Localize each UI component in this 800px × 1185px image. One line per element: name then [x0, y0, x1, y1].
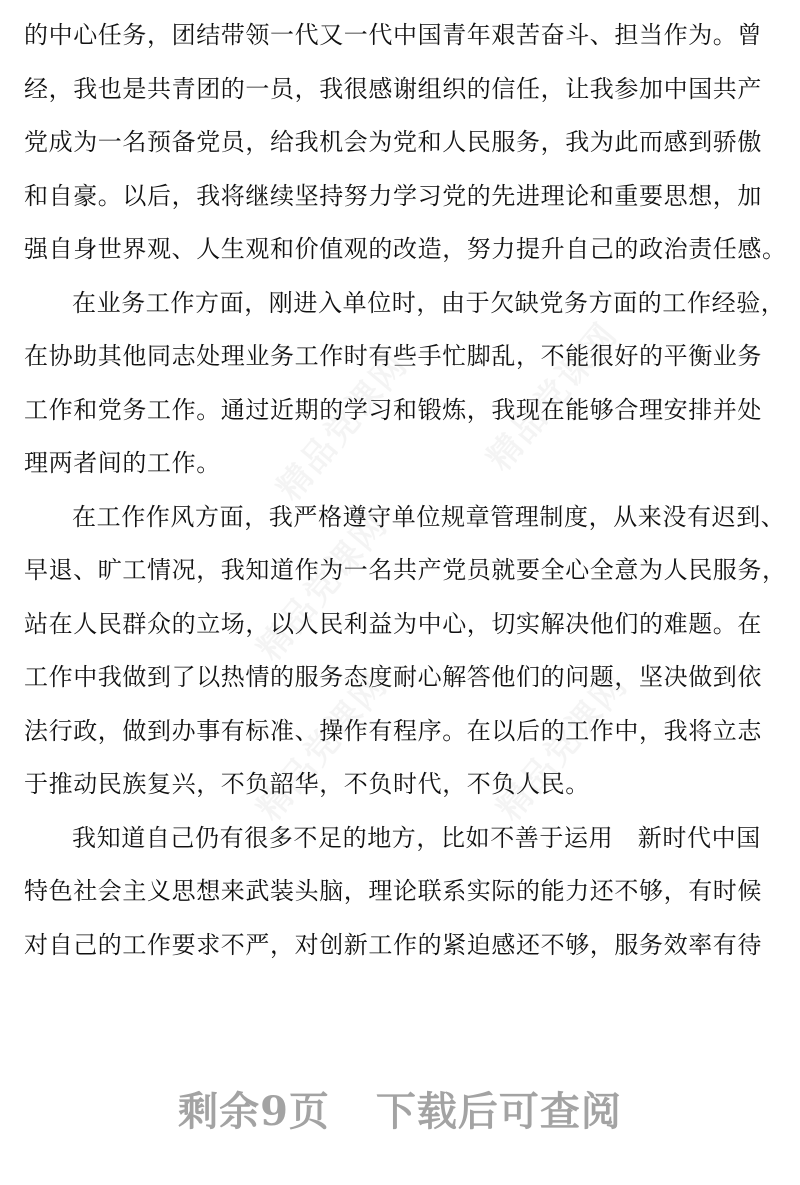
paragraph-line: 工作中我做到了以热情的服务态度耐心解答他们的问题，坚决做到依	[24, 663, 762, 691]
paragraph-line: 于推动民族复兴，不负韶华，不负时代，不负人民。	[24, 770, 590, 798]
paragraph-line: 早退、旷工情况，我知道作为一名共产党员就要全心全意为人民服务，	[24, 556, 787, 584]
download-to-view-label: 下载后可查阅	[375, 1088, 622, 1135]
paragraph-line: 在协助其他同志处理业务工作时有些手忙脚乱，不能很好的平衡业务	[24, 342, 762, 370]
download-prompt-banner[interactable]	[0, 1080, 800, 1137]
paragraph-line: 的中心任务，团结带领一代又一代中国青年艰苦奋斗、担当作为。曾	[24, 21, 762, 49]
paragraph-line: 在业务工作方面，刚进入单位时，由于欠缺党务方面的工作经验，	[72, 289, 786, 317]
paragraph-line: 法行政，做到办事有标准、操作有程序。在以后的工作中，我将立志	[24, 717, 762, 745]
paragraph-line: 强自身世界观、人生观和价值观的改造，努力提升自己的政治责任感。	[24, 235, 787, 263]
paragraph-line: 经，我也是共青团的一员，我很感谢组织的信任，让我参加中国共产	[24, 75, 762, 103]
paragraph-line: 理两者间的工作。	[24, 449, 221, 477]
paragraph-line: 特色社会主义思想来武装头脑，理论联系实际的能力还不够，有时候	[24, 877, 762, 905]
paragraph-line: 对自己的工作要求不严，对创新工作的紧迫感还不够，服务效率有待	[24, 931, 762, 959]
remaining-pages-label: 剩余9页	[178, 1088, 330, 1135]
paragraph-line: 党成为一名预备党员，给我机会为党和人民服务，我为此而感到骄傲	[24, 128, 762, 156]
paragraph-line: 站在人民群众的立场，以人民利益为中心，切实解决他们的难题。在	[24, 610, 762, 638]
paragraph-line: 我知道自己仍有很多不足的地方，比如不善于运用 新时代中国	[72, 824, 761, 852]
paragraph-line: 和自豪。以后，我将继续坚持努力学习党的先进理论和重要思想，加	[24, 182, 762, 210]
paragraph-line: 在工作作风方面，我严格遵守单位规章管理制度，从来没有迟到、	[72, 503, 786, 531]
paragraph-line: 工作和党务工作。通过近期的学习和锻炼，我现在能够合理安排并处	[24, 396, 762, 424]
